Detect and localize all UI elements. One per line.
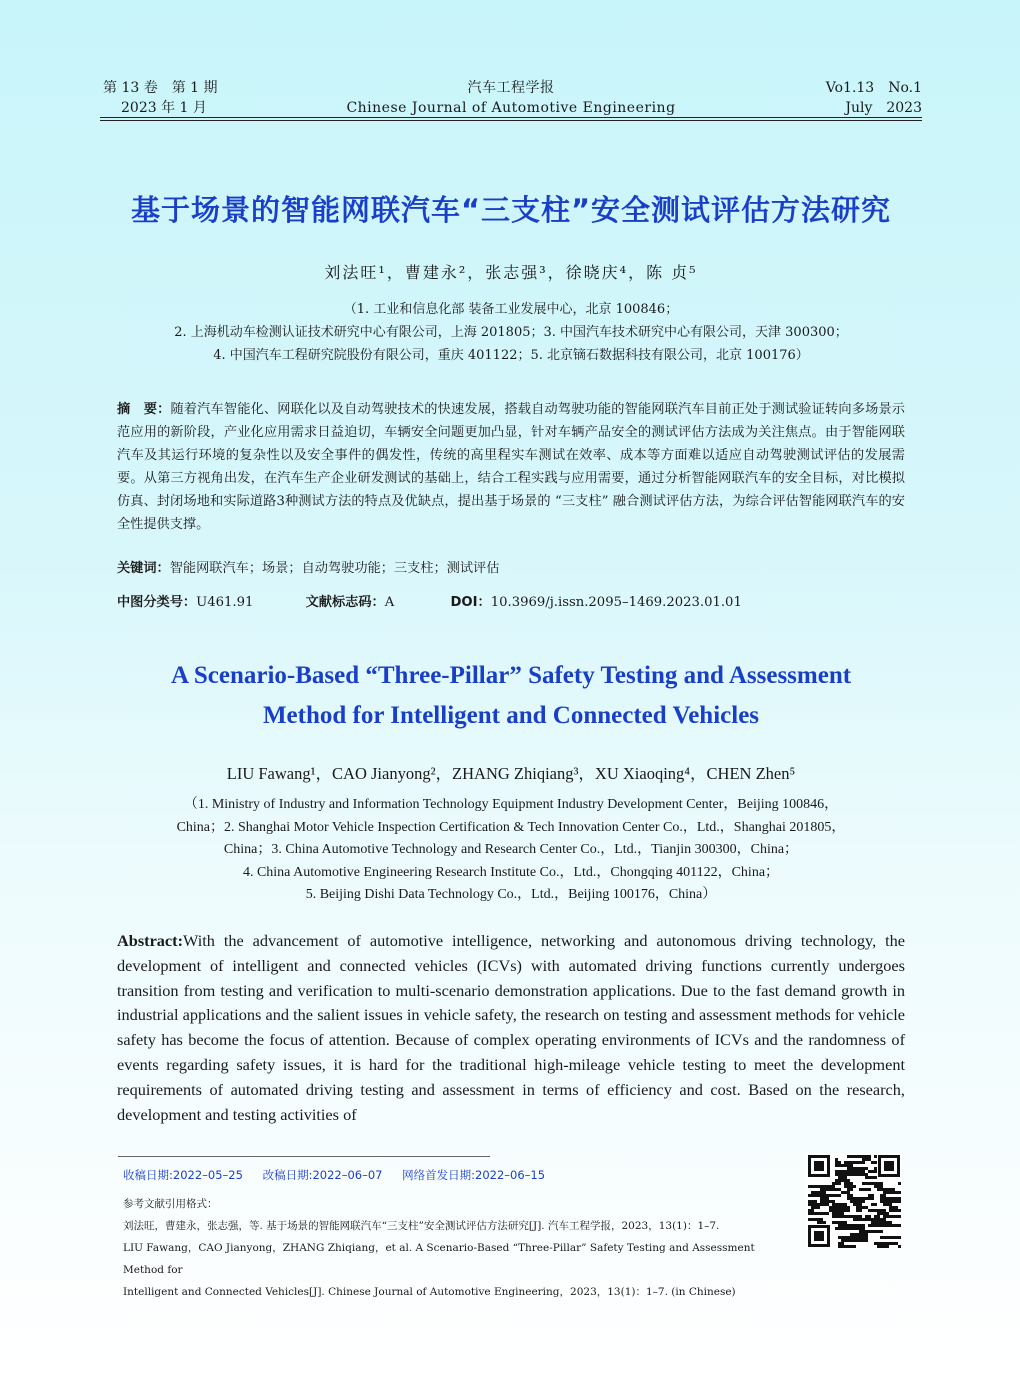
english-title xyxy=(100,656,922,736)
chinese-affiliations xyxy=(100,298,922,367)
chinese-title: 基于场景的智能网联汽车“三支柱”安全测试评估方法研究 xyxy=(130,193,892,227)
article-dates xyxy=(123,1167,561,1183)
revised-date: 改稿日期:2022–06–07 xyxy=(262,1168,383,1182)
date-en: July 2023 xyxy=(845,100,922,116)
clc-label: 中图分类号： xyxy=(117,595,197,610)
volume-issue-cn: 第 13 卷 第 1 期 xyxy=(103,80,218,96)
doi-value: 10.3969/j.issn.2095–1469.2023.01.01 xyxy=(490,595,742,610)
doi xyxy=(450,591,741,610)
header-rule-bottom xyxy=(100,120,922,121)
affiliation-line: China；3. China Automotive Technology and Research Center Co.，Ltd.，Tianjin 300300，China； xyxy=(223,842,799,857)
affiliation-line: （1. 工业和信息化部 装备工业发展中心，北京 100846； xyxy=(343,302,679,317)
document-code xyxy=(306,591,395,610)
header-rule-top xyxy=(100,117,922,118)
chinese-abstract xyxy=(117,398,905,536)
keywords-text: 智能网联汽车；场景；自动驾驶功能；三支柱；测试评估 xyxy=(169,561,500,576)
citation-cn: 刘法旺，曹建永，张志强，等. 基于场景的智能网联汽车“三支柱”安全测试评估方法研究[J]. 汽车工程学报，2023，13(1)：1–7. xyxy=(123,1220,720,1232)
journal-name-en: Chinese Journal of Automotive Engineering xyxy=(346,100,676,116)
header-right xyxy=(826,78,922,118)
abstract-text-cn: 随着汽车智能化、网联化以及自动驾驶技术的快速发展，搭载自动驾驶功能的智能网联汽车目前正处于测试验证转向多场景示范应用的新阶段，产业化应用需求日益迫切，车辆安全问题更加凸显，针对车辆产品安全的测试评估方法成为关注焦点。由于智能网联汽车及其运行环境的复杂性以及安全事件的偶发性，传统的高里程实车测试在效率、成本等方面难以适应自动驾驶测试评估的发展需要。从第三方视角出发，在汽车生产企业研发测试的基础上，结合工程实践与应用需要，通过分析智能网联汽车的安全目标，对比模拟仿真、封闭场地和实际道路3种测试方法的特点及优缺点，提出基于场景的 “三支柱” 融合测试评估方法，为综合评估智能网联汽车的安全性提供支撑。 xyxy=(117,402,905,532)
header-center xyxy=(100,78,922,118)
english-title-line: A Scenario-Based “Three-Pillar” Safety Testing and Assessment xyxy=(170,662,852,689)
citation-en: LIU Fawang，CAO Jianyong，ZHANG Zhiqiang，et al. A Scenario-Based “Three-Pillar” Safety Testing and Assessment Method for xyxy=(123,1242,755,1276)
english-affiliations xyxy=(100,794,922,907)
journal-name-cn: 汽车工程学报 xyxy=(467,80,555,96)
abstract-label-en: Abstract: xyxy=(117,931,184,950)
citation-format xyxy=(123,1193,783,1303)
keywords-label: 关键词： xyxy=(117,561,170,576)
english-abstract xyxy=(117,929,905,1127)
affiliation-line: （1. Ministry of Industry and Information Technology Equipment Industry Development Center，Beijing 100846， xyxy=(183,797,839,812)
affiliation-line: China；2. Shanghai Motor Vehicle Inspection Certification & Tech Innovation Center Co.，Ltd.，Shanghai 201805， xyxy=(176,819,846,835)
doi-label: DOI： xyxy=(450,595,491,610)
footnote-rule xyxy=(118,1156,490,1157)
chinese-keywords xyxy=(117,557,905,576)
running-header xyxy=(100,78,922,120)
date-cn: 2023 年 1 月 xyxy=(121,100,207,116)
english-title-line: Method for Intelligent and Connected Vehicles xyxy=(262,702,760,729)
citation-en: Intelligent and Connected Vehicles[J]. Chinese Journal of Automotive Engineering，2023，13(1)：1–7. (in Chinese) xyxy=(123,1286,736,1298)
citation-label: 参考文献引用格式： xyxy=(123,1198,218,1210)
affiliation-line: 2. 上海机动车检测认证技术研究中心有限公司，上海 201805；3. 中国汽车技术研究中心有限公司，天津 300300； xyxy=(174,325,848,340)
received-date: 收稿日期:2022–05–25 xyxy=(123,1168,243,1182)
abstract-label-cn: 摘 要： xyxy=(117,402,171,417)
qr-code-icon[interactable] xyxy=(806,1153,902,1249)
affiliation-line: 4. China Automotive Engineering Research Institute Co.，Ltd.，Chongqing 401122，China； xyxy=(242,864,780,880)
clc-number xyxy=(117,591,253,610)
doc-code-value: A xyxy=(384,595,395,610)
doc-code-label: 文献标志码： xyxy=(305,595,385,610)
abstract-text-en: With the advancement of automotive intelligence, networking and autonomous driving technology, the development of intelligent and connected vehicles (ICVs) with automated driving functions currently undergoes transition from testing and verification to multi-scenario demonstration applications. Due to the fast demand growth in industrial applications and the salient issues in vehicle safety, the research on testing and assessment methods for vehicle safety has become the focus of attention. Because of complex operating environments of ICVs and the randomness of events regarding safety issues, it is hard for the traditional high-mileage vehicle testing to meet the development requirements of automated driving testing and assessment in terms of efficiency and cost. Based on the research, development and testing activities of xyxy=(117,931,905,1124)
clc-value: U461.91 xyxy=(196,595,254,610)
classification-line xyxy=(117,591,905,610)
english-authors: LIU Fawang¹，CAO Jianyong²，ZHANG Zhiqiang³，XU Xiaoqing⁴，CHEN Zhen⁵ xyxy=(226,764,796,783)
affiliation-line: 5. Beijing Dishi Data Technology Co.，Ltd.，Beijing 100176，China） xyxy=(305,887,717,902)
chinese-authors: 刘法旺¹，曹建永²，张志强³，徐晓庆⁴，陈 贞⁵ xyxy=(324,263,698,282)
online-date: 网络首发日期:2022–06–15 xyxy=(402,1168,546,1182)
affiliation-line: 4. 中国汽车工程研究院股份有限公司，重庆 401122；5. 北京镝石数据科技有限公司，北京 100176） xyxy=(213,348,809,363)
volume-issue-en: Vo1.13 No.1 xyxy=(825,80,922,96)
